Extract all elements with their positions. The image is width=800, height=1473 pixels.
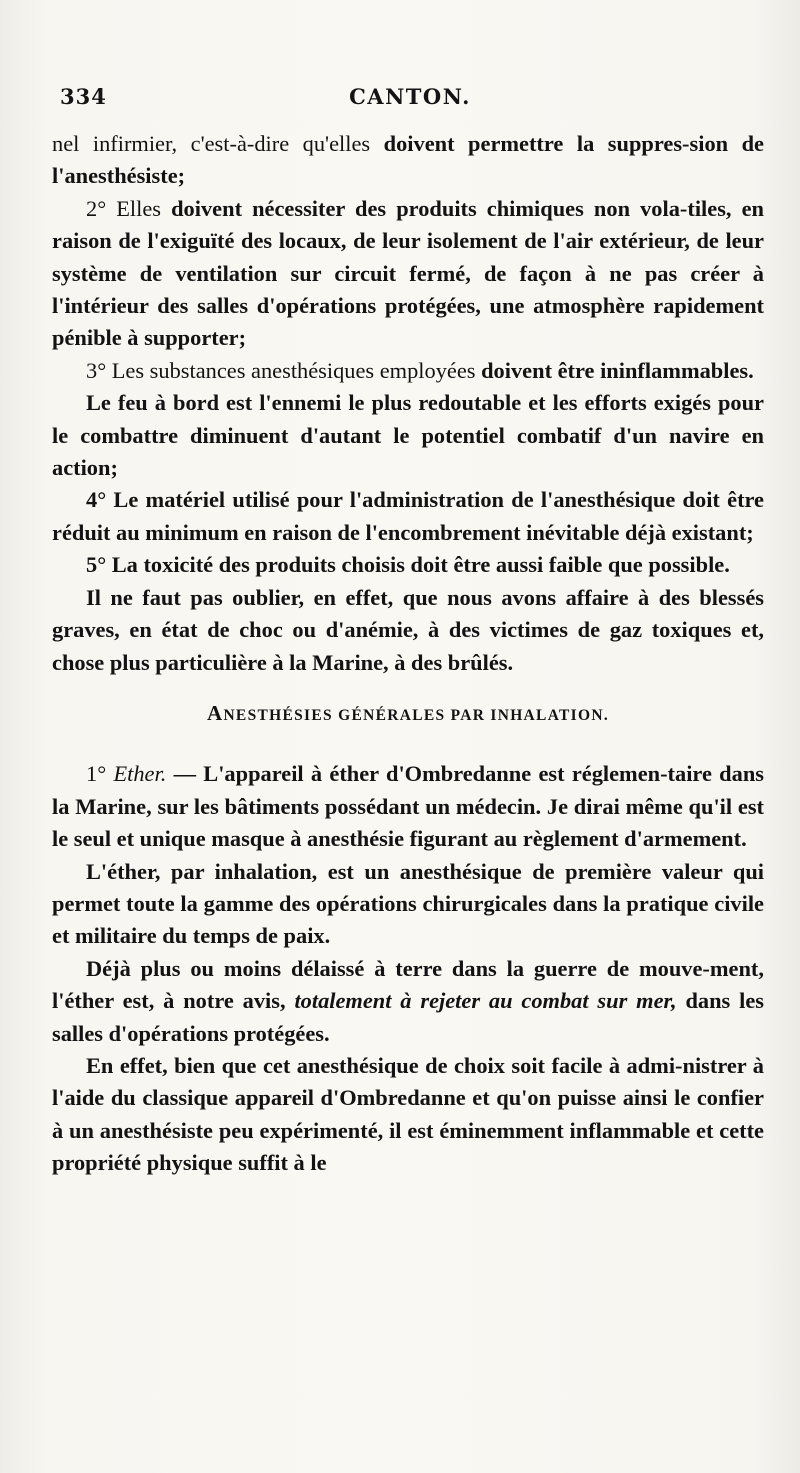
paragraph-6: 5° La toxicité des produits choisis doit être aussi faible que possible. bbox=[86, 552, 730, 578]
paragraph-11: En effet, bien que cet anesthésique de choix soit facile à admi-nistrer à l'aide du classique appareil d'Ombredanne et qu'on puisse ainsi le confier à un anesthésiste peu expérimenté, il est éminemment inflammable et cette propriété physique suffit à le bbox=[52, 1052, 764, 1176]
paragraph-8: 1° Ether. — L'appareil à éther d'Ombredanne est réglemen-taire dans la Marine, sur les bâtiments possédant un médecin. Je dirai même qu'il est le seul et unique masque à anesthésie figurant au règlement d'armement. bbox=[52, 761, 764, 852]
section-heading: ANESTHÉSIES GÉNÉRALES PAR INHALATION. bbox=[206, 700, 610, 725]
paragraph-9: L'éther, par inhalation, est un anesthésique de première valeur qui permet toute la gamme des opérations chirurgicales dans la pratique civile et militaire du temps de paix. bbox=[52, 858, 764, 949]
paragraph-7: Il ne faut pas oublier, en effet, que nous avons affaire à des blessés graves, en état de choc ou d'anémie, à des victimes de gaz toxiques et, chose plus particulière à la Marine, à des brûlés. bbox=[52, 584, 764, 675]
paragraph-5: 4° Le matériel utilisé pour l'administration de l'anesthésique doit être réduit au minimum en raison de l'encombrement inévitable déjà existant; bbox=[52, 487, 764, 545]
paragraph-1: nel infirmier, c'est-à-dire qu'elles doivent permettre la suppres-sion de l'anesthésiste; bbox=[52, 131, 764, 189]
body-text bbox=[52, 128, 764, 1180]
running-head: CANTON. bbox=[349, 84, 471, 109]
paragraph-10: Déjà plus ou moins délaissé à terre dans la guerre de mouve-ment, l'éther est, à notre avis, totalement à rejeter au combat sur mer, dans les salles d'opérations protégées. bbox=[52, 955, 764, 1046]
page-number: 334 bbox=[60, 84, 107, 109]
page-header bbox=[60, 80, 760, 116]
paragraph-2: 2° Elles doivent nécessiter des produits chimiques non vola-tiles, en raison de l'exiguïté des locaux, de leur isolement de l'air extérieur, de leur système de ventilation sur circuit fermé, de façon à ne pas créer à l'intérieur des salles d'opérations protégées, une atmosphère rapidement pénible à supporter; bbox=[52, 195, 764, 351]
paragraph-4: Le feu à bord est l'ennemi le plus redoutable et les efforts exigés pour le combattre diminuent d'autant le potentiel combatif d'un navire en action; bbox=[52, 390, 764, 481]
paragraph-3: 3° Les substances anesthésiques employées doivent être ininflammables. bbox=[86, 357, 754, 383]
